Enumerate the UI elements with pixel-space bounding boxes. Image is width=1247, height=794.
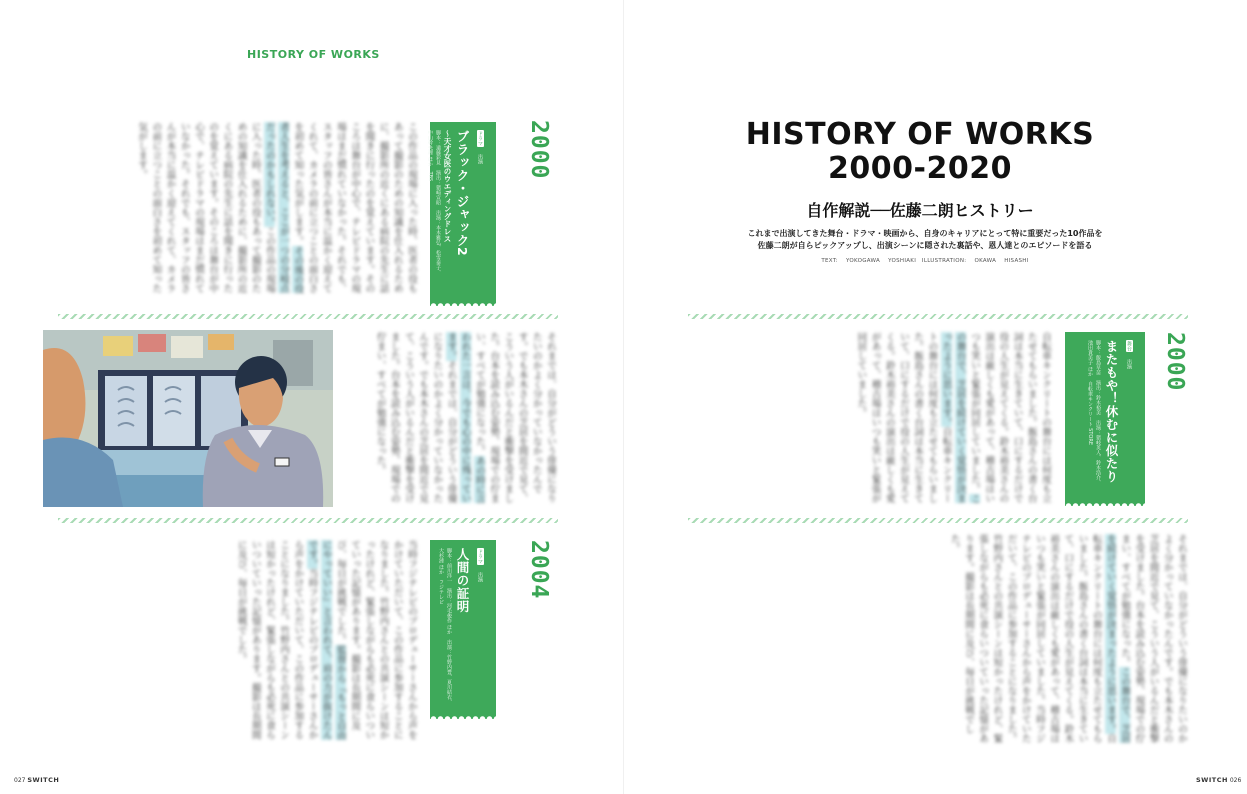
body-column-d: 自転車キンクリートの舞台には何度も立たせてもらいました。飯島さんの書く台詞は本当に生きていて、口にするだけで役の人生が見えてくる。鈴木裕美さんの演出は厳しくも愛があって、稽古場はいつも笑いと緊張が同居していました。この舞台で、芝居を続けていく覚悟が決まったように思います。自転車キンクリートの舞台には何度も立たせてもらいました。飯島さんの書く台詞は本当に生きていて、口にするだけで役の人生が見えてくる。鈴木裕美さんの演出は厳しくも愛があって、稽古場はいつも笑いと緊張が同居していました。 [855, 332, 1051, 503]
feature-credits: TEXT: YOKOGAWA YOSHIAKI ILLUSTRATION: OKAWA HISASHI [821, 258, 1029, 264]
magazine-name: SWITCH [1196, 776, 1228, 784]
entry-title: またもや！休むに似たり [1104, 340, 1119, 483]
card-notch [430, 300, 496, 306]
role-label: 出演 [477, 572, 483, 583]
entry-title: 人間の証明 [455, 548, 470, 613]
hospital-illustration [43, 330, 333, 507]
entry-year: 2004 [526, 540, 552, 600]
entry-title: ブラック・ジャック2 [455, 130, 470, 257]
section-divider [688, 314, 1188, 319]
feature-title: HISTORY OF WORKS 2000-2020 [745, 117, 1095, 186]
category-pill: ドラマ [477, 549, 483, 564]
page-number: 026 [1229, 777, 1242, 784]
card-notch [430, 713, 496, 719]
entry-staff-1: 脚本：前川洋一 演出：河毛俊作 ほか 出演：竹野内豊、夏川結衣、 [446, 548, 452, 705]
right-footer [1196, 776, 1241, 784]
card-notch [1065, 500, 1145, 506]
entry-title-card [430, 540, 496, 715]
left-footer [14, 776, 59, 784]
section-divider [58, 314, 558, 319]
role-label: 出演 [477, 154, 483, 165]
page-gutter [623, 0, 624, 794]
entry-year: 2000 [526, 120, 552, 180]
category-pill: 舞台 [1126, 341, 1132, 351]
entry-title-card [1065, 332, 1145, 502]
entry-subtitle: ～天才女医のウエディングドレス [443, 130, 452, 243]
entry-staff-2: 大杉漣 ほか フジテレビ [438, 548, 444, 605]
section-divider [688, 518, 1188, 523]
entry-staff-1: 脚本：飯島早苗 演出：鈴木裕美 出演：猪岐英人、鈴木浩介、 [1095, 340, 1101, 485]
magazine-name: SWITCH [27, 776, 60, 784]
body-column-b: それまでは、自分がどういう俳優になりたいのかよく分かっていなかったんです。でも本木さんの芝居を間近で見て、こういう人がいるんだと衝撃を受けました。台本を読み込む姿勢、現場での佇まい、すべてが勉強になった。あの時に言われた一言は、今でも心の中に残っています。それまでは、自分がどういう俳優になりたいのかよく分かっていなかったんです。でも本木さんの芝居を間近で見て、こういう人がいるんだと衝撃を受けました。台本を読み込む姿勢、現場での佇まい、すべてが勉強になった。 [374, 332, 556, 503]
entry-staff-1: 脚本：遠藤彩見 演出：猪崎宣昭 出演：本木雅弘、松雪泰子、 [435, 130, 441, 275]
role-label: 出演 [1126, 359, 1132, 370]
section-header: HISTORY OF WORKS [247, 48, 380, 61]
feature-subtitle: 自作解説──佐藤二朗ヒストリー [806, 201, 1034, 220]
illustration [43, 330, 333, 507]
category-pill: ドラマ [477, 131, 483, 146]
section-divider [58, 518, 558, 523]
entry-staff-2: 中山幹央理 ほか TBS [427, 130, 433, 182]
entry-year: 2000 [1162, 332, 1188, 392]
body-column-a: この作品の現場に入った時、医者の役もあって撮影のための知識を仕入れるために、撮影所の近くにある病院の先生に話を聞きに行ったのを覚えています。そのころは舞台が中心で、テレビドラマの現場はまだ慣れていなかった。それでも、スタッフの皆さんが本当に温かく迎えてくれて、カメラの前に立つことの面白さを初めて知った気がします。その後の役者人生を考えると、ここが一つの分岐点だったのかもしれない。この作品の現場に入った時、医者の役もあって撮影のための知識を仕入れるために、撮影所の近くにある病院の先生に話を聞きに行ったのを覚えています。そのころは舞台が中心で、テレビドラマの現場はまだ慣れていなかった。それでも、スタッフの皆さんが本当に温かく迎えてくれて、カメラの前に立つことの面白さを初めて知った気がします。 [136, 122, 417, 293]
page-number: 027 [14, 777, 26, 784]
entry-title-card [427, 122, 496, 302]
body-column-c: 当時フジテレビのプロデューサーさんから声をかけていただいて、この作品に参加することになりました。竹野内さんとの共演シーンは短かったけれど、緊張しながらも必死に食らいついていった記憶があります。撮影は長期間に及び、毎日が挑戦でした。監督から『もっと自由にやっていい』と言われて、肩の力が抜けたんです。当時フジテレビのプロデューサーさんから声をかけていただいて、この作品に参加することになりました。竹野内さんとの共演シーンは短かったけれど、緊張しながらも必死に食らいついていった記憶があります。撮影は長期間に及び、毎日が挑戦でした。 [235, 540, 417, 740]
body-column-e: それまでは、自分がどういう俳優になりたいのかよく分かっていなかったんです。でも本木さんの芝居を間近で見て、こういう人がいるんだと衝撃を受けました。台本を読み込む姿勢、現場での佇まい、すべてが勉強になった。この舞台で、芝居を続けていく覚悟が決まったように思います。自転車キンクリートの舞台には何度も立たせてもらいました。飯島さんの書く台詞は本当に生きていて、口にするだけで役の人生が見えてくる。鈴木裕美さんの演出は厳しくも愛があって、稽古場はいつも笑いと緊張が同居していました。当時フジテレビのプロデューサーさんから声をかけていただいて、この作品に参加することになりました。竹野内さんとの共演シーンは短かったけれど、緊張しながらも必死に食らいついていった記憶があります。撮影は長期間に及び、毎日が挑戦でした。 [948, 534, 1187, 743]
feature-intro: これまで出演してきた舞台・ドラマ・映画から、自身のキャリアにとって特に重要だった10作品を 佐藤二朗が自らピックアップし、出演シーンに隠された裏話や、恩人達とのエピソードを語る [747, 229, 1103, 250]
entry-staff-2: 池田貴美子 ほか 自転車キンクリート STORE [1087, 340, 1093, 445]
